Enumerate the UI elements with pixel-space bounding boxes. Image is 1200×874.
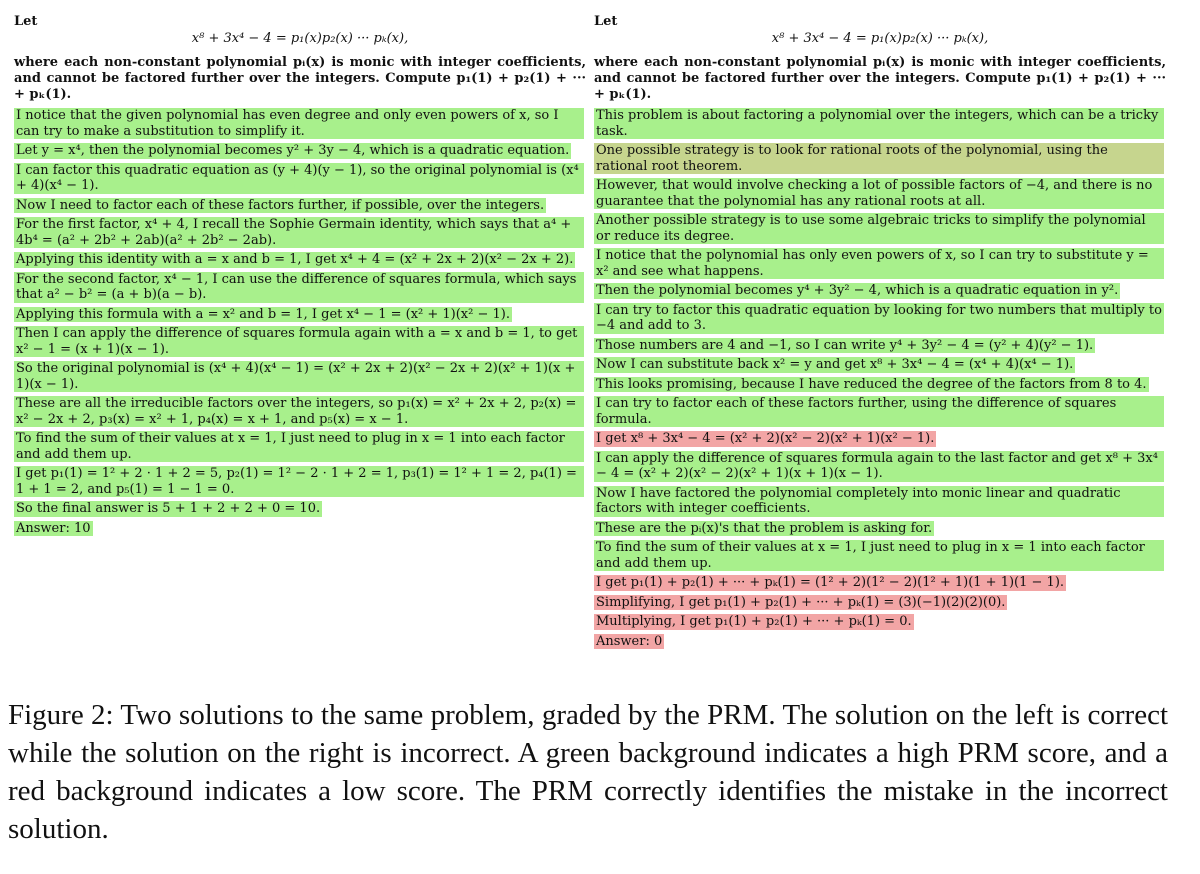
problem-statement: where each non-constant polynomial pᵢ(x) is monic with integer coefficients, and cannot be factored further over the integers. Compute p₁(1) + p₂(1) + ··· + pₖ(1).: [594, 55, 1166, 102]
problem-let: Let: [14, 14, 38, 29]
solution-step: Now I need to factor each of these factors further, if possible, over the integers.: [16, 197, 545, 213]
solution-step: These are the pᵢ(x)'s that the problem is asking for.: [596, 520, 933, 536]
solution-steps: [14, 108, 586, 536]
solution-step: Another possible strategy is to use some algebraic tricks to simplify the polynomial or reduce its degree.: [594, 213, 1164, 244]
solution-step: This problem is about factoring a polynomial over the integers, which can be a tricky task.: [594, 108, 1164, 139]
problem-equation: x⁸ + 3x⁴ − 4 = p₁(x)p₂(x) ··· pₖ(x),: [771, 31, 989, 46]
solution-step: For the second factor, x⁴ − 1, I can use the difference of squares formula, which says that a² − b² = (a + b)(a − b).: [14, 272, 584, 303]
solution-step: To find the sum of their values at x = 1, I just need to plug in x = 1 into each factor and add them up.: [594, 540, 1164, 571]
solution-step: So the original polynomial is (x⁴ + 4)(x⁴ − 1) = (x² + 2x + 2)(x² − 2x + 2)(x² + 1)(x + 1)(x − 1).: [14, 361, 584, 392]
solution-step: These are all the irreducible factors over the integers, so p₁(x) = x² + 2x + 2, p₂(x) = x² − 2x + 2, p₃(x) = x² + 1, p₄(x) = x + 1, and p₅(x) = x − 1.: [14, 396, 584, 427]
right-solution: [594, 14, 1166, 653]
solution-step: I can factor this quadratic equation as (y + 4)(y − 1), so the original polynomial is (x⁴ + 4)(x⁴ − 1).: [14, 163, 584, 194]
solution-step: I get x⁸ + 3x⁴ − 4 = (x² + 2)(x² − 2)(x² + 1)(x² − 1).: [596, 431, 935, 446]
solution-step: Then I can apply the difference of squares formula again with a = x and b = 1, to get x² − 1 = (x + 1)(x − 1).: [14, 326, 584, 357]
solution-step: Multiplying, I get p₁(1) + p₂(1) + ··· + pₖ(1) = 0.: [596, 614, 912, 629]
problem-equation: x⁸ + 3x⁴ − 4 = p₁(x)p₂(x) ··· pₖ(x),: [191, 31, 409, 46]
solution-step: I get p₁(1) + p₂(1) + ··· + pₖ(1) = (1² + 2)(1² − 2)(1² + 1)(1 + 1)(1 − 1).: [596, 575, 1065, 590]
solution-step: I notice that the polynomial has only even powers of x, so I can try to substitute y = x² and see what happens.: [594, 248, 1164, 279]
solution-step: I can try to factor this quadratic equation by looking for two numbers that multiply to −4 and add to 3.: [594, 303, 1164, 334]
solution-step: I notice that the given polynomial has even degree and only even powers of x, so I can try to make a substitution to simplify it.: [14, 108, 584, 139]
solution-step: Those numbers are 4 and −1, so I can write y⁴ + 3y² − 4 = (y² + 4)(y² − 1).: [596, 337, 1094, 353]
solution-step: To find the sum of their values at x = 1, I just need to plug in x = 1 into each factor and add them up.: [14, 431, 584, 462]
solution-step: One possible strategy is to look for rational roots of the polynomial, using the rational root theorem.: [594, 143, 1164, 174]
solution-step: I can try to factor each of these factors further, using the difference of squares formula.: [594, 396, 1164, 427]
problem-let: Let: [594, 14, 618, 29]
solution-step: This looks promising, because I have reduced the degree of the factors from 8 to 4.: [596, 376, 1147, 392]
problem-statement: where each non-constant polynomial pᵢ(x) is monic with integer coefficients, and cannot be factored further over the integers. Compute p₁(1) + p₂(1) + ··· + pₖ(1).: [14, 55, 586, 102]
solution-steps: [594, 108, 1166, 649]
solution-step: However, that would involve checking a lot of possible factors of −4, and there is no guarantee that the polynomial has any rational roots at all.: [594, 178, 1164, 209]
solution-step: Simplifying, I get p₁(1) + p₂(1) + ··· + pₖ(1) = (3)(−1)(2)(2)(0).: [596, 594, 1006, 610]
solution-step: For the first factor, x⁴ + 4, I recall the Sophie Germain identity, which says that a⁴ + 4b⁴ = (a² + 2b² + 2ab)(a² + 2b² − 2ab).: [14, 217, 584, 248]
solution-step: Answer: 0: [596, 633, 663, 649]
solution-step: Applying this formula with a = x² and b = 1, I get x⁴ − 1 = (x² + 1)(x² − 1).: [16, 306, 510, 322]
solution-step: I can apply the difference of squares formula again to the last factor and get x⁸ + 3x⁴ − 4 = (x² + 2)(x² − 2)(x² + 1)(x + 1)(x − 1).: [594, 451, 1164, 482]
solution-step: Let y = x⁴, then the polynomial becomes y² + 3y − 4, which is a quadratic equation.: [16, 143, 570, 158]
figure-caption: Figure 2: Two solutions to the same problem, graded by the PRM. The solution on the left is correct while the solution on the right is incorrect. A green background indicates a high PRM score, and a red background indicates a low score. The PRM correctly identifies the mistake in the incorrect solution.: [8, 699, 1168, 845]
solution-step: So the final answer is 5 + 1 + 2 + 2 + 0 = 10.: [16, 501, 321, 516]
solution-step: I get p₁(1) = 1² + 2 · 1 + 2 = 5, p₂(1) = 1² − 2 · 1 + 2 = 1, p₃(1) = 1² + 1 = 2, p₄(1) = 1 + 1 = 2, and p₅(1) = 1 − 1 = 0.: [14, 466, 584, 497]
solution-step: Answer: 10: [16, 520, 91, 536]
solution-step: Now I can substitute back x² = y and get x⁸ + 3x⁴ − 4 = (x⁴ + 4)(x⁴ − 1).: [596, 357, 1074, 372]
solution-step: Applying this identity with a = x and b = 1, I get x⁴ + 4 = (x² + 2x + 2)(x² − 2x + 2).: [16, 252, 574, 267]
solution-step: Then the polynomial becomes y⁴ + 3y² − 4, which is a quadratic equation in y².: [596, 283, 1119, 298]
left-solution: [14, 14, 586, 540]
solution-step: Now I have factored the polynomial completely into monic linear and quadratic factors with integer coefficients.: [594, 486, 1164, 517]
